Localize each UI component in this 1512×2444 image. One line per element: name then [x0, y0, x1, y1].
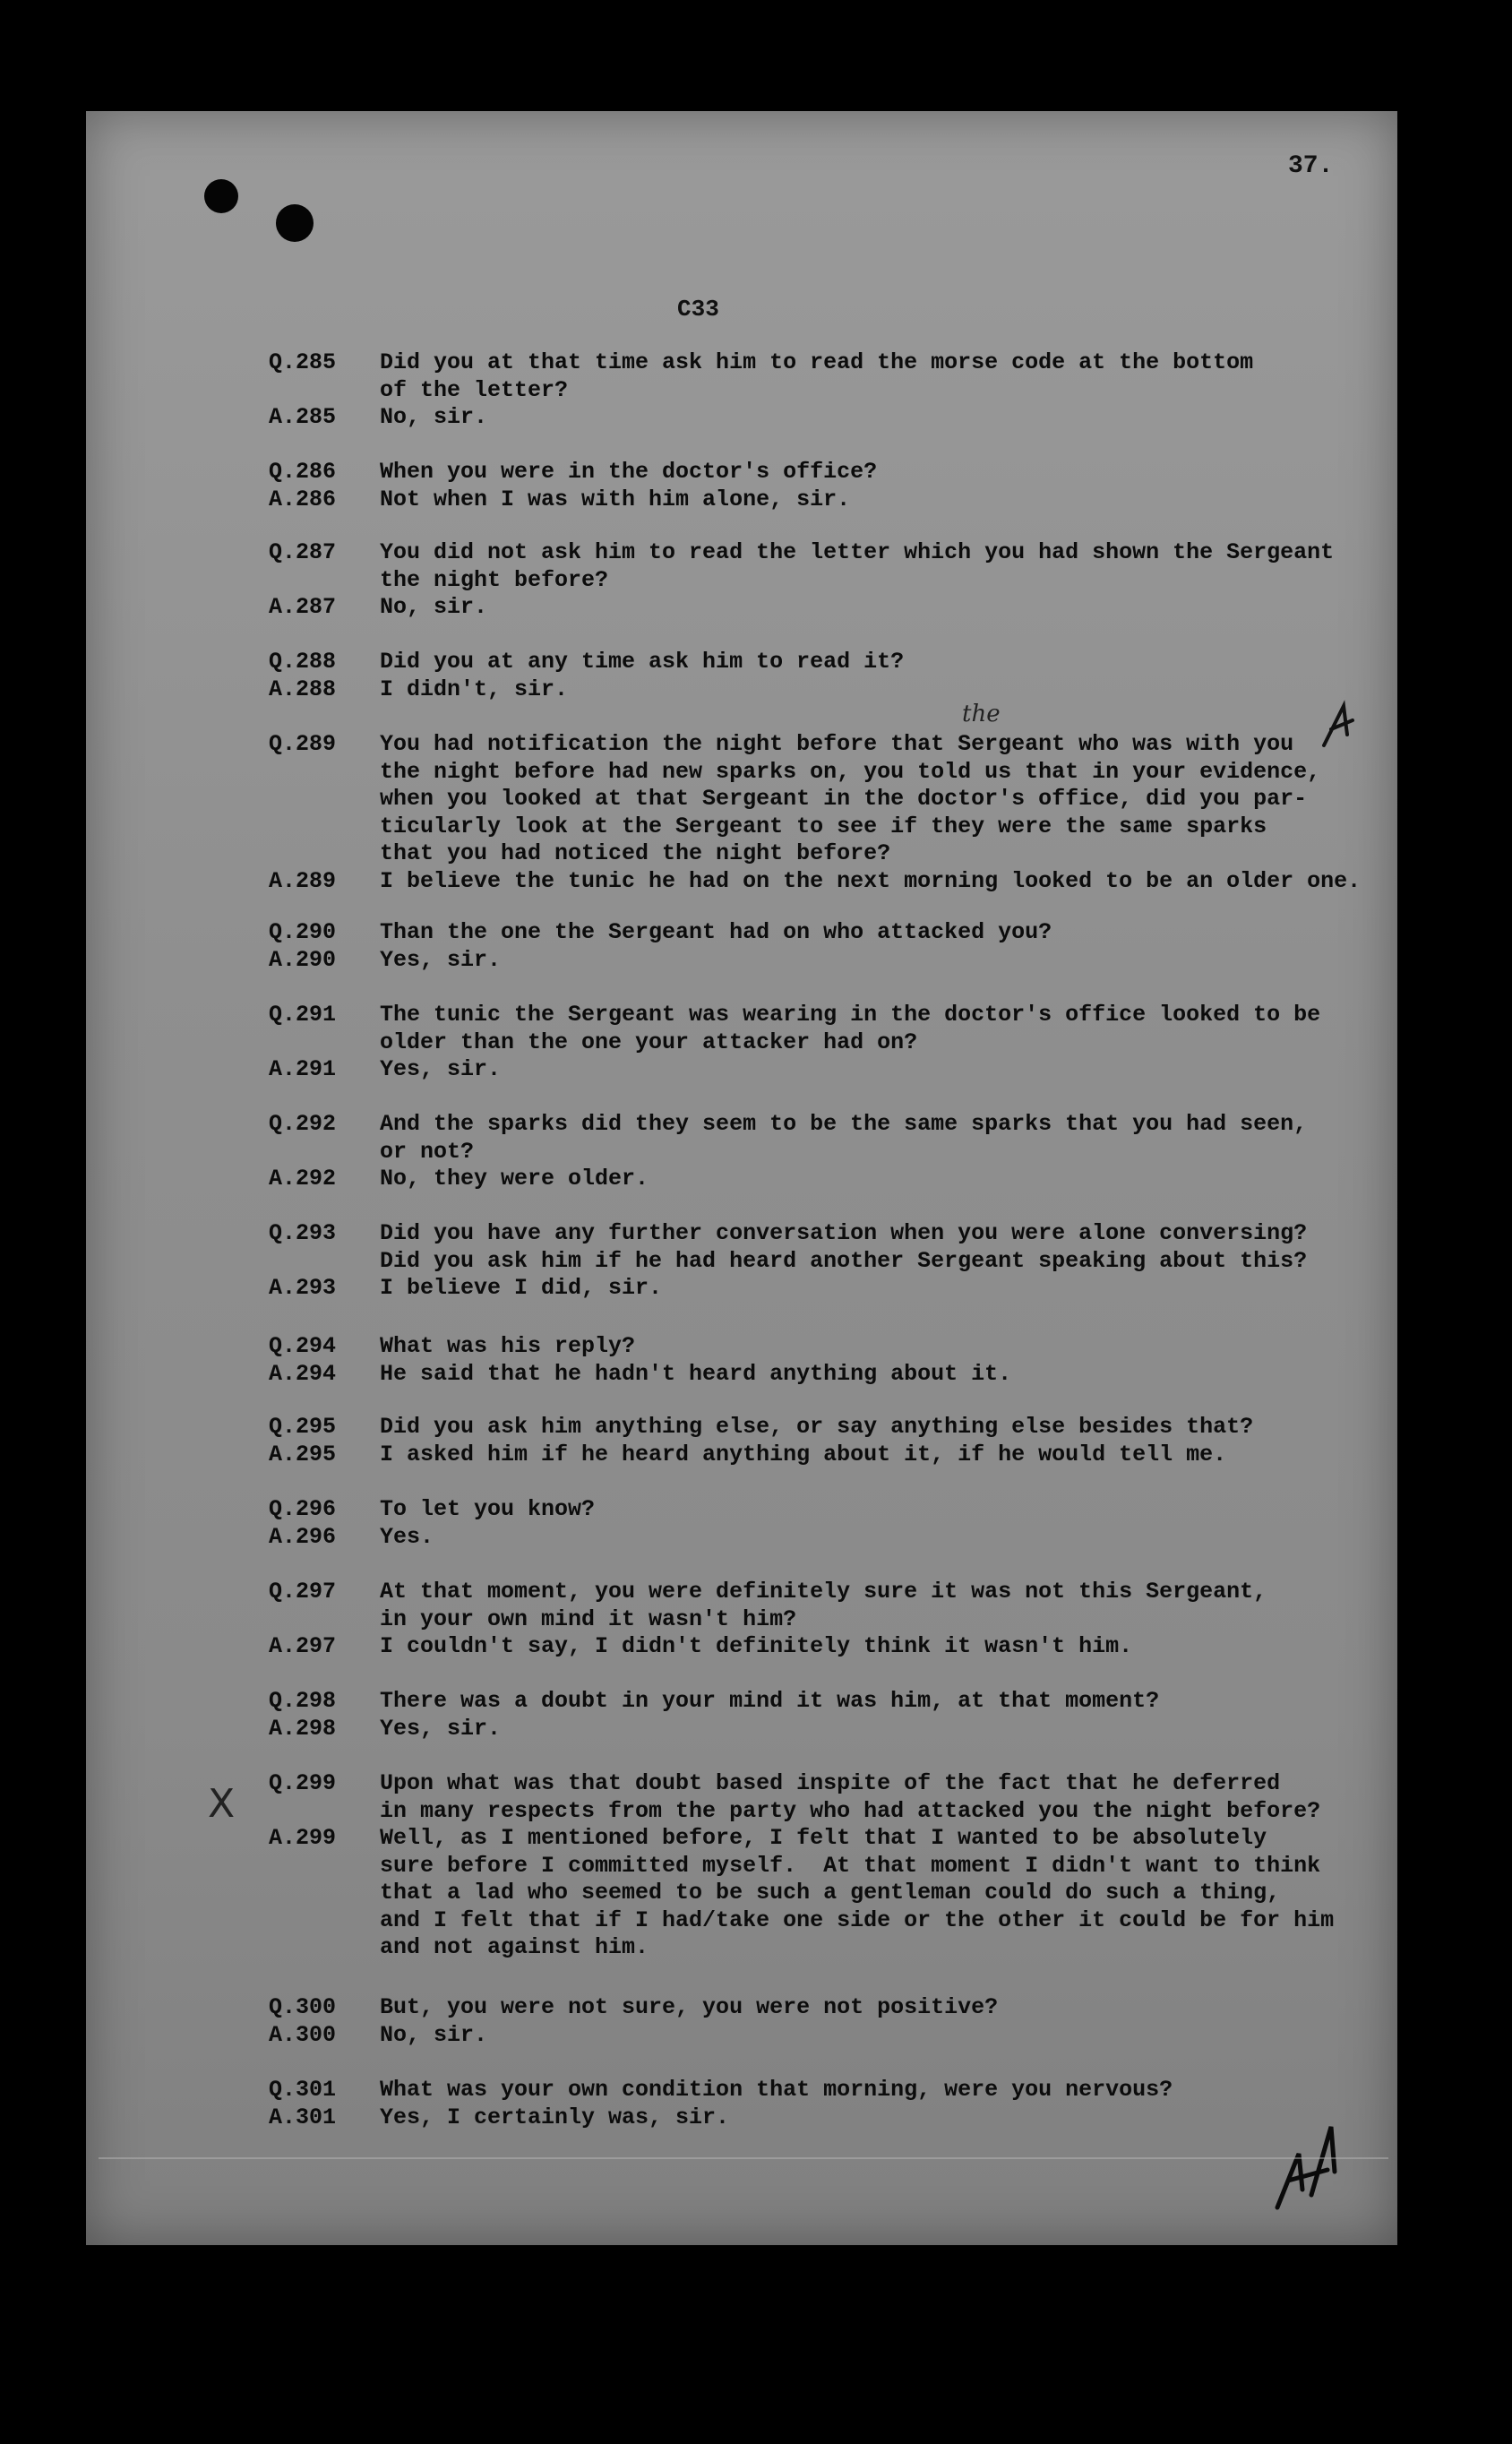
answer-label: A.294: [269, 1360, 337, 1387]
question-label: Q.292: [269, 1111, 337, 1137]
question-label: Q.290: [269, 919, 337, 945]
question-text: What was your own condition that morning, were you nervous?: [380, 2077, 1173, 2103]
document-code: C33: [677, 296, 719, 323]
question-text: You did not ask him to read the letter which you had shown the Sergeant the night before?: [380, 539, 1335, 593]
page-number: 37.: [1288, 152, 1334, 180]
answer-row: [269, 2104, 1397, 2132]
answer-text: I didn't, sir.: [380, 676, 569, 702]
question-text: You had notification the night before that Sergeant who was with you the night before had new sparks on, you told us that in your evidence, when you looked at that Sergeant in the doctor's office, did you par- ticularly look at the Sergeant to see if they were the same sparks that you had noticed the night before?: [380, 731, 1321, 866]
answer-row: [269, 594, 1397, 622]
question-row: [269, 649, 1397, 676]
qa-entry: [269, 1333, 1397, 1388]
qa-entry: [269, 1770, 1397, 1962]
answer-label: A.290: [269, 946, 337, 973]
question-label: Q.287: [269, 539, 337, 565]
answer-text: No, sir.: [380, 2021, 488, 2048]
bottom-rule: [99, 2157, 1388, 2159]
question-row: [269, 459, 1397, 486]
qa-entry: [269, 2077, 1397, 2131]
question-row: [269, 1688, 1397, 1716]
answer-label: A.289: [269, 867, 337, 894]
answer-text: No, sir.: [380, 594, 488, 620]
answer-label: A.288: [269, 676, 337, 702]
answer-label: A.287: [269, 594, 337, 620]
handwritten-initial-bottom: [1272, 2118, 1353, 2216]
question-label: Q.295: [269, 1414, 337, 1440]
question-text: Did you have any further conversation when you were alone conversing? Did you ask him if he had heard another Sergeant speaking about this?: [380, 1220, 1308, 1274]
qa-entry: [269, 349, 1397, 432]
handwritten-initial-top: [1317, 699, 1370, 753]
question-text: There was a doubt in your mind it was him, at that moment?: [380, 1688, 1160, 1714]
answer-label: A.301: [269, 2104, 337, 2130]
answer-row: [269, 1166, 1397, 1193]
answer-row: [269, 947, 1397, 975]
answer-text: Yes, sir.: [380, 946, 502, 973]
question-text: When you were in the doctor's office?: [380, 459, 878, 485]
answer-text: I asked him if he heard anything about it, if he would tell me.: [380, 1441, 1227, 1467]
question-text: What was his reply?: [380, 1333, 636, 1359]
answer-label: A.299: [269, 1825, 337, 1851]
question-label: Q.291: [269, 1002, 337, 1028]
question-text: Did you at any time ask him to read it?: [380, 649, 905, 675]
question-row: [269, 731, 1397, 868]
question-row: [269, 349, 1397, 404]
question-label: Q.300: [269, 1994, 337, 2020]
margin-x-mark: X: [208, 1781, 236, 1827]
question-label: Q.285: [269, 349, 337, 375]
answer-label: A.293: [269, 1275, 337, 1301]
answer-text: I believe I did, sir.: [380, 1275, 663, 1301]
question-row: [269, 1579, 1397, 1633]
question-row: [269, 1414, 1397, 1441]
question-row: [269, 1333, 1397, 1361]
answer-row: [269, 1441, 1397, 1469]
answer-row: [269, 676, 1397, 704]
answer-label: A.296: [269, 1523, 337, 1550]
qa-entry: [269, 919, 1397, 974]
answer-row: [269, 1524, 1397, 1552]
question-text: Than the one the Sergeant had on who attacked you?: [380, 919, 1052, 945]
answer-label: A.292: [269, 1166, 337, 1192]
answer-text: Yes, sir.: [380, 1715, 502, 1742]
answer-row: [269, 1716, 1397, 1743]
answer-text: No, they were older.: [380, 1166, 649, 1192]
answer-label: A.285: [269, 404, 337, 430]
question-label: Q.294: [269, 1333, 337, 1359]
answer-row: [269, 1825, 1397, 1962]
answer-text: Yes, I certainly was, sir.: [380, 2104, 730, 2130]
answer-row: [269, 1056, 1397, 1084]
question-row: [269, 1770, 1397, 1825]
qa-entry: [269, 1579, 1397, 1661]
question-text: Upon what was that doubt based inspite of the fact that he deferred in many respects from the party who had attacked you the night before?: [380, 1770, 1321, 1824]
question-text: Did you ask him anything else, or say anything else besides that?: [380, 1414, 1254, 1440]
question-label: Q.286: [269, 459, 337, 485]
answer-text: Yes.: [380, 1523, 434, 1550]
question-row: [269, 1496, 1397, 1524]
answer-text: I believe the tunic he had on the next morning looked to be an older one.: [380, 867, 1362, 894]
question-label: Q.297: [269, 1579, 337, 1605]
answer-row: [269, 1633, 1397, 1661]
question-label: Q.298: [269, 1688, 337, 1714]
answer-row: [269, 404, 1397, 432]
punch-hole-left: [204, 179, 238, 213]
punch-hole-right: [276, 204, 314, 242]
question-row: [269, 2077, 1397, 2104]
qa-entry: [269, 1002, 1397, 1084]
qa-entry: [269, 1496, 1397, 1551]
answer-row: [269, 486, 1397, 514]
question-label: Q.288: [269, 649, 337, 675]
qa-entry: [269, 1220, 1397, 1303]
handwritten-insert: the: [962, 701, 1001, 727]
answer-label: A.298: [269, 1715, 337, 1742]
question-row: [269, 1111, 1397, 1166]
answer-text: No, sir.: [380, 404, 488, 430]
answer-label: A.295: [269, 1441, 337, 1467]
answer-label: A.300: [269, 2021, 337, 2048]
question-row: [269, 1220, 1397, 1275]
qa-entry: [269, 1994, 1397, 2049]
answer-text: He said that he hadn't heard anything about it.: [380, 1360, 1012, 1387]
qa-entry: [269, 649, 1397, 703]
answer-label: A.291: [269, 1056, 337, 1082]
answer-text: Not when I was with him alone, sir.: [380, 486, 851, 512]
answer-text: Yes, sir.: [380, 1056, 502, 1082]
answer-label: A.286: [269, 486, 337, 512]
question-text: But, you were not sure, you were not positive?: [380, 1994, 999, 2020]
question-text: Did you at that time ask him to read the morse code at the bottom of the letter?: [380, 349, 1254, 403]
answer-label: A.297: [269, 1633, 337, 1659]
question-row: [269, 539, 1397, 594]
question-row: [269, 1002, 1397, 1056]
question-label: Q.296: [269, 1496, 337, 1522]
answer-text: Well, as I mentioned before, I felt that I wanted to be absolutely sure before I committed myself. At that moment I didn't want to think that a lad who seemed to be such a gentleman could do such a thing, and I felt that if I had/take one side or the other it could be for him and not against him.: [380, 1825, 1335, 1960]
qa-entry: [269, 1688, 1397, 1743]
question-text: And the sparks did they seem to be the same sparks that you had seen, or not?: [380, 1111, 1308, 1165]
answer-row: [269, 1361, 1397, 1389]
question-row: [269, 919, 1397, 947]
answer-text: I couldn't say, I didn't definitely think it wasn't him.: [380, 1633, 1133, 1659]
question-label: Q.289: [269, 731, 337, 757]
question-label: Q.301: [269, 2077, 337, 2103]
question-text: The tunic the Sergeant was wearing in the doctor's office looked to be older than the one your attacker had on?: [380, 1002, 1321, 1055]
question-text: At that moment, you were definitely sure it was not this Sergeant, in your own mind it wasn't him?: [380, 1579, 1267, 1632]
answer-row: [269, 1275, 1397, 1303]
qa-entry: [269, 731, 1397, 895]
question-text: To let you know?: [380, 1496, 596, 1522]
qa-entry: [269, 459, 1397, 513]
answer-row: [269, 868, 1397, 896]
qa-entry: [269, 1414, 1397, 1468]
qa-entry: [269, 539, 1397, 622]
question-row: [269, 1994, 1397, 2022]
answer-row: [269, 2022, 1397, 2050]
question-label: Q.299: [269, 1770, 337, 1796]
question-label: Q.293: [269, 1220, 337, 1246]
qa-entry: [269, 1111, 1397, 1193]
